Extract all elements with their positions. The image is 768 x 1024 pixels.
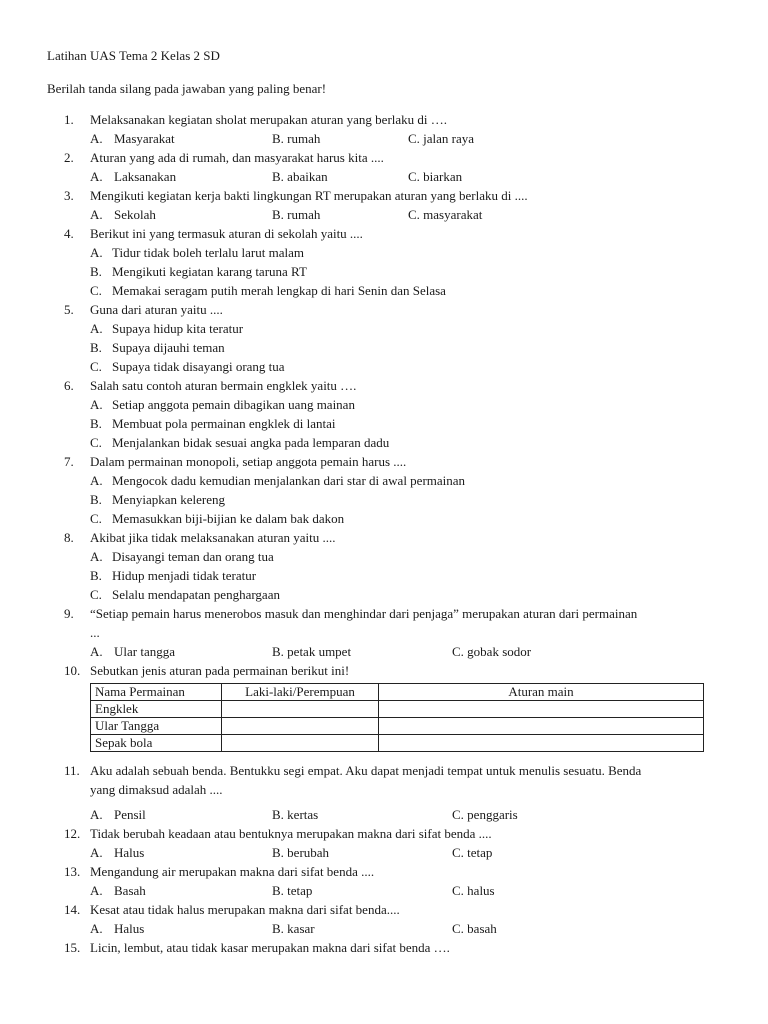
question-item (64, 528, 744, 604)
answer-choice[interactable] (272, 919, 315, 938)
answer-option[interactable] (64, 281, 744, 300)
instruction-text: Berilah tanda silang pada jawaban yang paling benar! (47, 81, 327, 96)
answer-choice[interactable] (452, 642, 531, 661)
answer-option[interactable] (64, 262, 744, 281)
question-list (64, 110, 744, 957)
option-letter: C. (90, 283, 102, 298)
question-text: Licin, lembut, atau tidak kasar merupakan makna dari sifat benda …. (90, 940, 450, 955)
answer-option[interactable] (64, 357, 744, 376)
table-row (91, 701, 704, 718)
option-letter: A. (90, 549, 103, 564)
question-number: 1. (64, 112, 74, 127)
answer-option[interactable] (64, 547, 744, 566)
gender-answer-cell[interactable] (222, 718, 379, 735)
option-letter: B. (90, 416, 102, 431)
option-letter: B. (90, 264, 102, 279)
choice-text: C. basah (452, 921, 497, 936)
answer-choice[interactable] (408, 129, 474, 148)
answer-choice[interactable] (90, 205, 156, 224)
game-name-cell: Sepak bola (91, 735, 222, 752)
question-item (64, 824, 744, 862)
answer-option[interactable] (64, 490, 744, 509)
option-letter: A. (90, 245, 103, 260)
question-line (64, 604, 744, 623)
answer-choices (90, 805, 744, 824)
question-text: Sebutkan jenis aturan pada permainan berikut ini! (90, 663, 350, 678)
question-number: 3. (64, 188, 74, 203)
question-text: Mengandung air merupakan makna dari sifat benda .... (90, 864, 375, 879)
choice-text: Masyarakat (114, 131, 175, 146)
choice-text: C. jalan raya (408, 131, 475, 146)
question-item (64, 938, 744, 957)
question-number: 10. (64, 663, 81, 678)
option-letter: C. (90, 511, 102, 526)
option-text: Menjalankan bidak sesuai angka pada lemparan dadu (112, 435, 390, 450)
question-text-continued: ... (90, 625, 100, 640)
option-letter: A. (90, 397, 103, 412)
choice-text: C. gobak sodor (452, 644, 532, 659)
question-line (64, 376, 744, 395)
answer-option[interactable] (64, 471, 744, 490)
answer-choices (90, 167, 744, 186)
answer-option[interactable] (64, 395, 744, 414)
question-line (64, 110, 744, 129)
option-text: Hidup menjadi tidak teratur (112, 568, 257, 583)
answer-choice[interactable] (272, 129, 320, 148)
question-text: Melaksanakan kegiatan sholat merupakan aturan yang berlaku di …. (90, 112, 448, 127)
option-text: Menyiapkan kelereng (112, 492, 225, 507)
question-line (64, 824, 744, 843)
question-item (64, 148, 744, 186)
answer-choice[interactable] (272, 805, 318, 824)
option-text: Setiap anggota pemain dibagikan uang mainan (112, 397, 355, 412)
answer-option[interactable] (64, 509, 744, 528)
answer-choices (90, 919, 744, 938)
gender-answer-cell[interactable] (222, 701, 379, 718)
question-text: Mengikuti kegiatan kerja bakti lingkungan RT merupakan aturan yang berlaku di .... (90, 188, 528, 203)
question-line (64, 900, 744, 919)
choice-text: C. penggaris (452, 807, 518, 822)
question-text: Salah satu contoh aturan bermain engklek yaitu …. (90, 378, 357, 393)
question-item (64, 452, 744, 528)
option-letter: C. (90, 359, 102, 374)
question-item (64, 761, 744, 824)
question-item (64, 186, 744, 224)
option-text: Tidur tidak boleh terlalu larut malam (112, 245, 304, 260)
question-item (64, 862, 744, 900)
question-number: 12. (64, 826, 81, 841)
choice-text: B. kasar (272, 921, 315, 936)
question-item (64, 376, 744, 452)
choice-letter: A. (90, 644, 103, 659)
question-item (64, 110, 744, 148)
option-text: Memakai seragam putih merah lengkap di hari Senin dan Selasa (112, 283, 446, 298)
option-text: Supaya dijauhi teman (112, 340, 225, 355)
option-text: Selalu mendapatan penghargaan (112, 587, 280, 602)
option-letter: A. (90, 473, 103, 488)
question-number: 11. (64, 763, 80, 778)
question-item (64, 661, 744, 761)
option-text: Supaya tidak disayangi orang tua (112, 359, 285, 374)
answer-choice[interactable] (272, 642, 351, 661)
answer-choice[interactable] (272, 205, 320, 224)
choice-text: B. rumah (272, 131, 321, 146)
choice-letter: A. (90, 845, 103, 860)
question-number: 9. (64, 606, 74, 621)
option-letter: B. (90, 340, 102, 355)
question-item (64, 604, 744, 661)
option-text: Disayangi teman dan orang tua (112, 549, 274, 564)
question-number: 5. (64, 302, 74, 317)
answer-choice[interactable] (90, 919, 144, 938)
option-text: Mengocok dadu kemudian menjalankan dari star di awal permainan (112, 473, 466, 488)
question-number: 15. (64, 940, 81, 955)
choice-text: Basah (114, 883, 146, 898)
option-text: Membuat pola permainan engklek di lantai (112, 416, 336, 431)
question-line (64, 528, 744, 547)
question-item (64, 300, 744, 376)
choice-text: C. halus (452, 883, 495, 898)
question-text: Kesat atau tidak halus merupakan makna dari sifat benda.... (90, 902, 400, 917)
answer-choice[interactable] (90, 805, 146, 824)
option-letter: B. (90, 492, 102, 507)
answer-choice[interactable] (272, 843, 329, 862)
option-letter: B. (90, 568, 102, 583)
choice-text: B. rumah (272, 207, 321, 222)
answer-choice[interactable] (452, 805, 518, 824)
gender-answer-cell[interactable] (222, 735, 379, 752)
answer-choice[interactable] (90, 167, 176, 186)
choice-text: Halus (114, 845, 145, 860)
answer-choice[interactable] (90, 642, 175, 661)
answer-options (64, 471, 744, 528)
choice-text: C. masyarakat (408, 207, 483, 222)
question-item (64, 224, 744, 300)
answer-choice[interactable] (408, 205, 482, 224)
answer-choice[interactable] (452, 843, 492, 862)
page-title: Latihan UAS Tema 2 Kelas 2 SD (47, 48, 220, 63)
question-line (64, 186, 744, 205)
option-letter: A. (90, 321, 103, 336)
rules-answer-cell[interactable] (379, 718, 704, 735)
choice-text: C. tetap (452, 845, 493, 860)
question-line (64, 661, 744, 680)
question-number: 2. (64, 150, 74, 165)
choice-text: B. abaikan (272, 169, 328, 184)
question-text: Tidak berubah keadaan atau bentuknya merupakan makna dari sifat benda .... (90, 826, 492, 841)
answer-choices (90, 881, 744, 900)
answer-option[interactable] (64, 585, 744, 604)
answer-choices (90, 205, 744, 224)
option-text: Supaya hidup kita teratur (112, 321, 244, 336)
question-text: Aturan yang ada di rumah, dan masyarakat harus kita .... (90, 150, 384, 165)
answer-choice[interactable] (272, 167, 328, 186)
answer-choice[interactable] (90, 843, 144, 862)
choice-text: B. berubah (272, 845, 330, 860)
answer-choices (90, 843, 744, 862)
answer-option[interactable] (64, 414, 744, 433)
choice-text: Halus (114, 921, 145, 936)
question-number: 13. (64, 864, 81, 879)
game-name-cell: Ular Tangga (91, 718, 222, 735)
answer-options (64, 243, 744, 300)
question-text-continued: yang dimaksud adalah .... (90, 782, 223, 797)
choice-text: B. petak umpet (272, 644, 352, 659)
choice-letter: A. (90, 921, 103, 936)
table-header-cell: Laki-laki/Perempuan (222, 684, 379, 701)
table-header-row (91, 684, 704, 701)
choice-text: B. tetap (272, 883, 313, 898)
choice-text: Ular tangga (114, 644, 176, 659)
game-name-cell: Engklek (91, 701, 222, 718)
question-line (64, 300, 744, 319)
option-text: Memasukkan biji-bijian ke dalam bak dakon (112, 511, 345, 526)
question-text: “Setiap pemain harus menerobos masuk dan menghindar dari penjaga” merupakan aturan dari permainan (90, 606, 638, 621)
table-row (91, 718, 704, 735)
question-text: Akibat jika tidak melaksanakan aturan yaitu .... (90, 530, 336, 545)
answer-choice[interactable] (452, 919, 497, 938)
question-line (64, 224, 744, 243)
rules-answer-cell[interactable] (379, 701, 704, 718)
answer-option[interactable] (64, 243, 744, 262)
answer-option[interactable] (64, 338, 744, 357)
question-line (64, 862, 744, 881)
answer-choice[interactable] (90, 881, 146, 900)
choice-letter: A. (90, 169, 103, 184)
choice-text: Laksanakan (114, 169, 177, 184)
answer-options (64, 547, 744, 604)
choice-letter: A. (90, 883, 103, 898)
answer-choices (90, 129, 744, 148)
option-letter: C. (90, 435, 102, 450)
answer-choice[interactable] (452, 881, 495, 900)
table-row (91, 735, 704, 752)
question-item (64, 900, 744, 938)
answer-option[interactable] (64, 319, 744, 338)
question-text: Aku adalah sebuah benda. Bentukku segi empat. Aku dapat menjadi tempat untuk menulis sesuatu. Benda (90, 763, 642, 778)
question-text: Guna dari aturan yaitu .... (90, 302, 223, 317)
question-line (64, 938, 744, 957)
table-header-cell: Aturan main (379, 684, 704, 701)
choice-letter: A. (90, 131, 103, 146)
answer-choices (90, 642, 744, 661)
answer-option[interactable] (64, 433, 744, 452)
answer-choice[interactable] (408, 167, 462, 186)
option-letter: C. (90, 587, 102, 602)
question-line (64, 761, 744, 780)
choice-text: B. kertas (272, 807, 319, 822)
option-text: Mengikuti kegiatan karang taruna RT (112, 264, 307, 279)
question-number: 8. (64, 530, 74, 545)
answer-options (64, 395, 744, 452)
answer-options (64, 319, 744, 376)
question-number: 7. (64, 454, 74, 469)
question-text: Dalam permainan monopoli, setiap anggota pemain harus .... (90, 454, 407, 469)
question-line (64, 452, 744, 471)
question-number: 4. (64, 226, 74, 241)
rules-answer-cell[interactable] (379, 735, 704, 752)
question-number: 6. (64, 378, 74, 393)
game-rules-table (90, 683, 704, 752)
choice-text: Pensil (114, 807, 146, 822)
question-number: 14. (64, 902, 81, 917)
answer-choice[interactable] (272, 881, 312, 900)
question-line (64, 148, 744, 167)
answer-option[interactable] (64, 566, 744, 585)
table-header-cell: Nama Permainan (91, 684, 222, 701)
choice-text: C. biarkan (408, 169, 463, 184)
choice-text: Sekolah (114, 207, 156, 222)
choice-letter: A. (90, 807, 103, 822)
answer-choice[interactable] (90, 129, 175, 148)
question-text: Berikut ini yang termasuk aturan di sekolah yaitu .... (90, 226, 363, 241)
choice-letter: A. (90, 207, 103, 222)
